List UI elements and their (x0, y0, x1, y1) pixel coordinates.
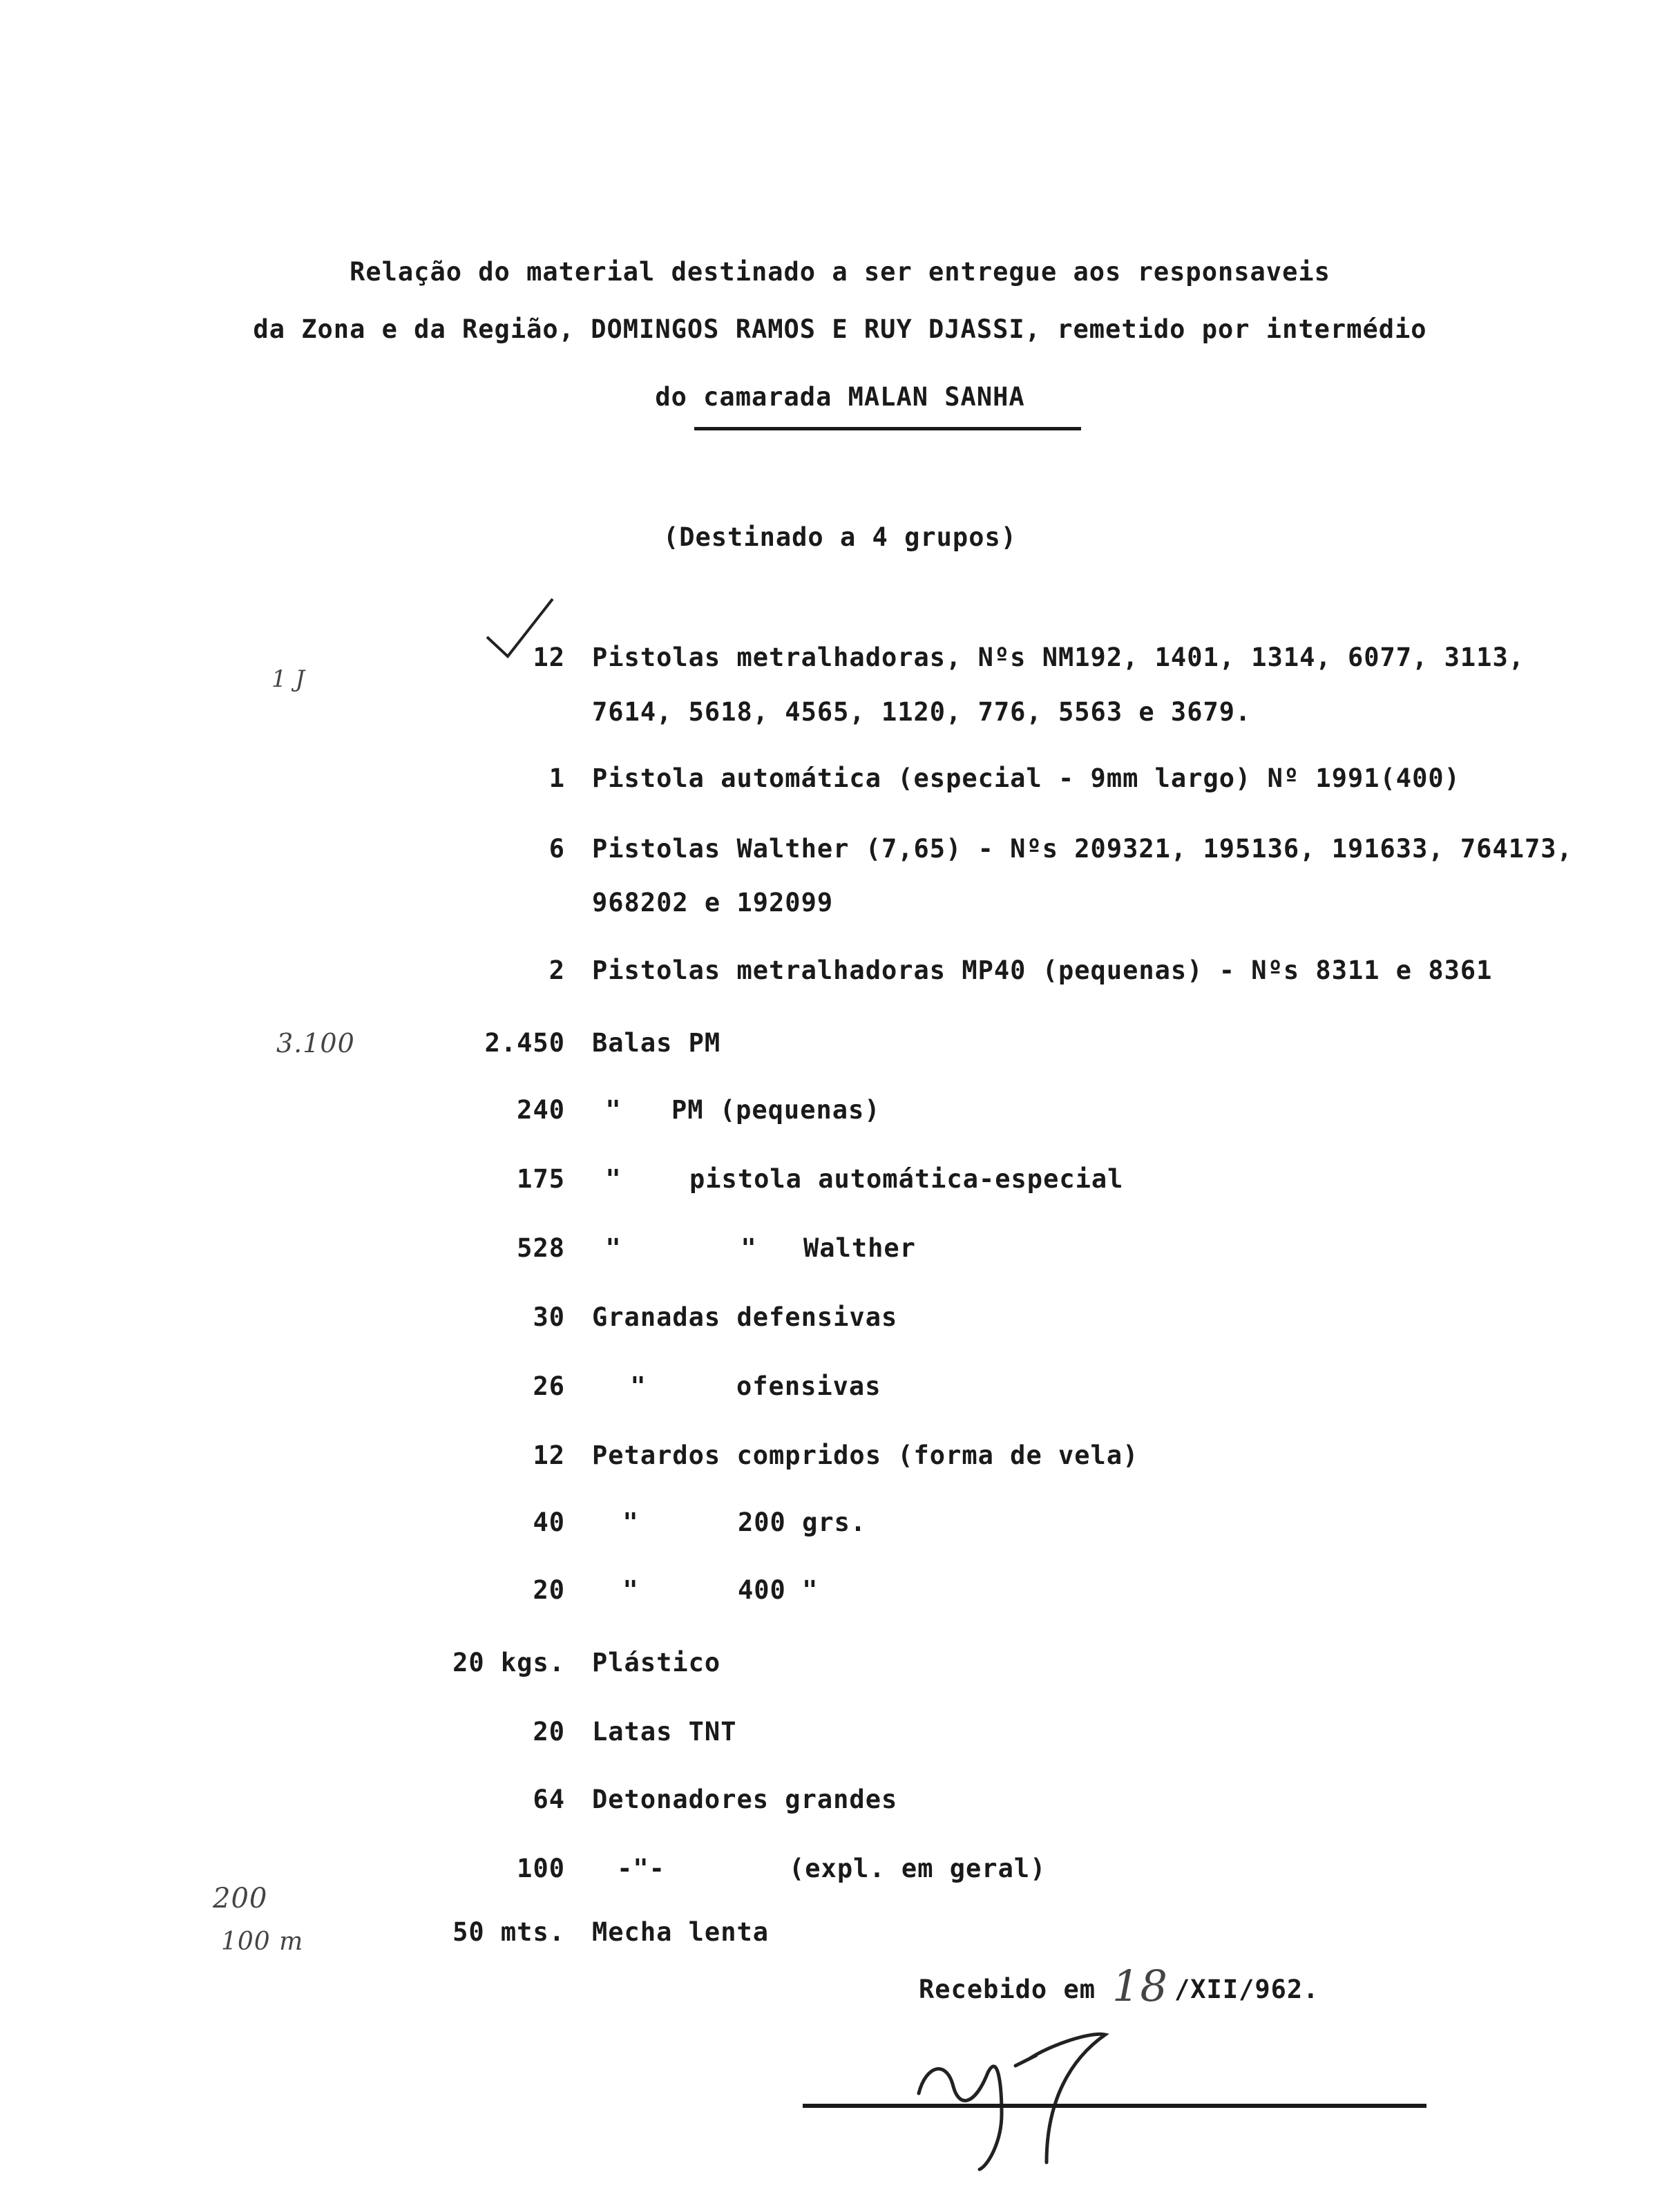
ditto-mark: " (630, 1371, 647, 1401)
received-date-rest: /XII/962. (1174, 1975, 1319, 2004)
item-qty: 12 (533, 1440, 565, 1470)
item-qty: 50 mts. (452, 1917, 565, 1947)
item-desc: Pistolas metralhadoras, Nºs NM192, 1401, 1314, 6077, 3113, (592, 643, 1525, 672)
item-desc: Petardos compridos (forma de vela) (592, 1440, 1139, 1470)
item-qty: 528 (517, 1233, 565, 1263)
received-day: 18 (1112, 1961, 1168, 2011)
ditto-mark: -"- (617, 1854, 665, 1883)
item-desc: Plástico (592, 1648, 721, 1677)
item-qty: 2 (548, 955, 565, 985)
margin-note-2: 3.100 (276, 1028, 355, 1058)
item-desc: Balas PM (592, 1028, 721, 1058)
received-label: Recebido em (919, 1975, 1096, 2004)
ditto-mark: " (622, 1575, 639, 1605)
item-desc: ofensivas (736, 1371, 881, 1401)
item-desc: PM (pequenas) (671, 1095, 881, 1125)
ditto-mark: " (605, 1233, 622, 1263)
margin-note-3: 200 (213, 1883, 268, 1914)
item-desc: Latas TNT (592, 1717, 737, 1747)
item-qty: 6 (548, 834, 565, 864)
item-desc: Detonadores grandes (592, 1785, 898, 1814)
item-qty: 175 (517, 1164, 565, 1194)
item-desc: Walther (803, 1233, 916, 1263)
item-desc: Pistolas metralhadoras MP40 (pequenas) - Nºs 8311 e 8361 (592, 955, 1493, 985)
item-qty: 240 (517, 1095, 565, 1125)
ditto-mark: " (605, 1164, 622, 1194)
signature-line (803, 2104, 1426, 2108)
item-desc: 200 grs. (738, 1508, 867, 1537)
item-qty: 20 (533, 1717, 565, 1747)
item-desc: Granadas defensivas (592, 1302, 898, 1332)
ditto-mark: " (741, 1233, 757, 1263)
item-desc: Pistola automática (especial - 9mm largo) Nº 1991(400) (592, 763, 1460, 793)
subtitle: (Destinado a 4 grupos) (662, 522, 1018, 552)
item-desc: (expl. em geral) (789, 1854, 1047, 1883)
margin-note-1: 1 J (271, 665, 306, 693)
item-desc-cont: 7614, 5618, 4565, 1120, 776, 5563 e 3679. (592, 697, 1252, 727)
ditto-mark: " (605, 1095, 622, 1125)
item-qty: 20 kgs. (452, 1648, 565, 1677)
header-line-1: Relação do material destinado a ser entregue aos responsaveis (350, 257, 1330, 287)
item-desc: 400 " (738, 1575, 819, 1605)
signature-icon (898, 2004, 1119, 2173)
header-line-2: da Zona e da Região, DOMINGOS RAMOS E RUY DJASSI, remetido por intermédio (253, 314, 1427, 344)
header-underline (694, 427, 1081, 430)
header-line-3: do camarada MALAN SANHA (655, 382, 1025, 412)
item-desc: Mecha lenta (592, 1917, 770, 1947)
item-qty: 26 (533, 1371, 565, 1401)
item-desc: pistola automática-especial (689, 1164, 1124, 1194)
item-qty: 100 (517, 1854, 565, 1883)
item-qty: 1 (548, 763, 565, 793)
item-qty: 20 (533, 1575, 565, 1605)
item-qty: 12 (533, 643, 565, 672)
item-qty: 30 (533, 1302, 565, 1332)
item-qty: 64 (533, 1785, 565, 1814)
item-qty: 2.450 (484, 1028, 565, 1058)
margin-note-4: 100 m (221, 1928, 304, 1956)
item-desc-cont: 968202 e 192099 (592, 888, 834, 917)
item-qty: 40 (533, 1508, 565, 1537)
item-desc: Pistolas Walther (7,65) - Nºs 209321, 195136, 191633, 764173, (592, 834, 1573, 864)
ditto-mark: " (622, 1508, 639, 1537)
